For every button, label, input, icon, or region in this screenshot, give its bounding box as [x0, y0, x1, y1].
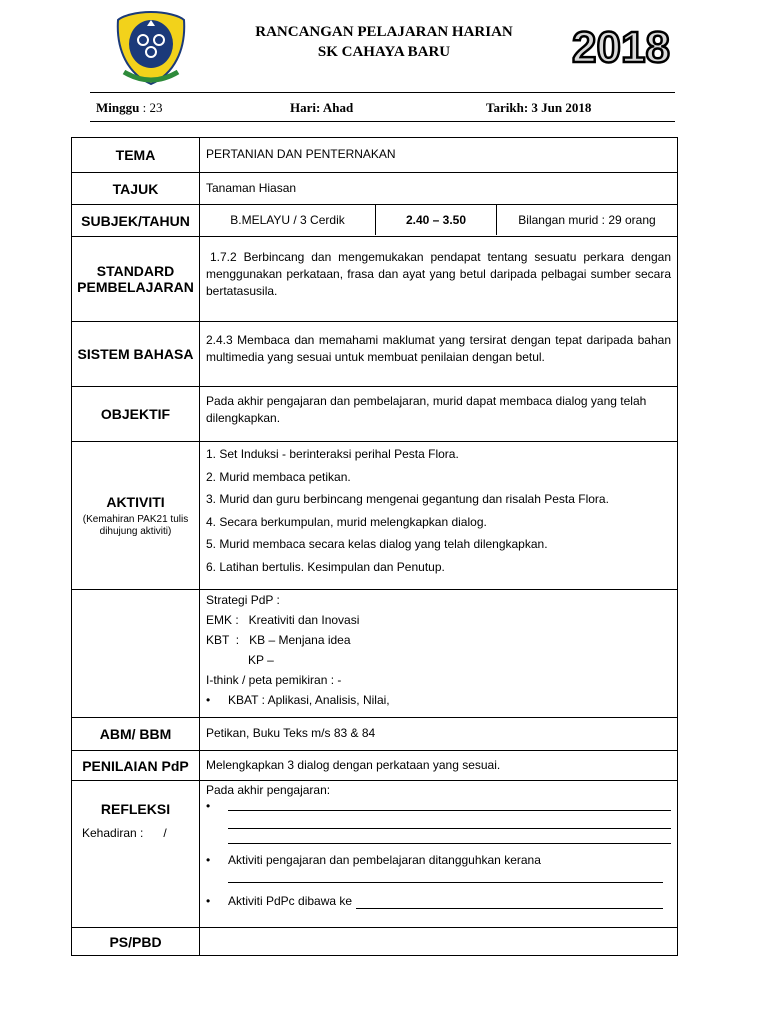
list-item: 2. Murid membaca petikan.: [206, 469, 351, 484]
list-item: 3. Murid dan guru berbincang mengenai gegantung dan risalah Pesta Flora.: [206, 492, 609, 507]
value-abm: Petikan, Buku Teks m/s 83 & 84: [200, 718, 678, 751]
value-standard: 1.7.2 Berbincang dan mengemukakan pendapat tentang sesuatu perkara dengan menggunakan perkataan, frasa dan ayat yang betul daripada pelbagai sumber secara bertatasusila.: [200, 237, 678, 322]
label-aktiviti-note: (Kemahiran PAK21 tulis dihujung aktiviti): [82, 513, 189, 537]
row-sistem-bahasa: [72, 322, 678, 387]
refleksi-ditangguh: Aktiviti pengajaran dan pembelajaran ditangguhkan kerana: [228, 853, 541, 867]
list-item: 6. Latihan bertulis. Kesimpulan dan Penutup.: [206, 559, 445, 574]
lesson-plan-table: [71, 137, 678, 956]
writing-line: [228, 814, 671, 829]
hari: Hari: Ahad: [290, 100, 354, 115]
row-pspbd: [72, 928, 678, 956]
strategi-emk: EMK : Kreativiti dan Inovasi: [206, 613, 360, 627]
refleksi-bullet-3: [206, 893, 671, 909]
strategi-heading: Strategi PdP :: [206, 593, 280, 607]
row-objektif: [72, 387, 678, 442]
label-aktiviti: [72, 442, 200, 590]
label-tajuk: TAJUK: [72, 173, 200, 205]
label-aktiviti-title: AKTIVITI: [106, 493, 165, 510]
minggu: [96, 100, 162, 116]
list-item: 4. Secara berkumpulan, murid melengkapkan dialog.: [206, 514, 487, 529]
value-penilaian: Melengkapkan 3 dialog dengan perkataan yang sesuai.: [200, 751, 678, 781]
value-aktiviti: [200, 442, 678, 590]
label-standard: [72, 237, 200, 322]
subjek-masa: 2.40 – 3.50: [376, 205, 497, 235]
label-subjek: SUBJEK/TAHUN: [72, 205, 200, 237]
subjek-kelas: B.MELAYU / 3 Cerdik: [200, 205, 376, 235]
title-line-1: RANCANGAN PELAJARAN HARIAN: [255, 24, 513, 40]
aktiviti-list: [206, 446, 671, 576]
value-strategi: [200, 590, 678, 718]
value-subjek: [200, 205, 678, 237]
label-refleksi: [72, 781, 200, 928]
value-refleksi: [200, 781, 678, 928]
value-tema: PERTANIAN DAN PENTERNAKAN: [200, 138, 678, 173]
strategi-ithink: I-think / peta pemikiran : -: [206, 673, 342, 687]
value-sistem-bahasa: 2.4.3 Membaca dan memahami maklumat yang tersirat dengan tepat daripada bahan multimedia yang sesuai untuk membuat penilaian dengan betul.: [200, 322, 678, 387]
strategi-kbat: KBAT : Aplikasi, Analisis, Nilai,: [228, 693, 390, 707]
minggu-value: : 23: [142, 100, 163, 115]
label-pspbd: PS/PBD: [72, 928, 200, 956]
tarikh: Tarikh: 3 Jun 2018: [486, 100, 592, 115]
writing-line: [228, 798, 671, 811]
value-pspbd: [200, 928, 678, 956]
year-emblem: [568, 22, 674, 68]
label-refleksi-title: REFLEKSI: [100, 801, 171, 817]
row-tajuk: [72, 173, 678, 205]
row-aktiviti: [72, 442, 678, 590]
refleksi-bullet-1: [206, 798, 671, 814]
label-tema: TEMA: [72, 138, 200, 173]
year-text: 2018: [572, 23, 670, 68]
subjek-bilangan-murid: Bilangan murid : 29 orang: [518, 213, 656, 227]
row-standard: [72, 237, 678, 322]
bullet-icon: •: [206, 853, 211, 867]
row-refleksi: [72, 781, 678, 928]
label-standard-line1: STANDARD: [96, 263, 175, 279]
header-divider-bottom: [90, 121, 675, 122]
value-objektif: Pada akhir pengajaran dan pembelajaran, murid dapat membaca dialog yang telah dilengkapkan.: [200, 387, 678, 442]
label-objektif: OBJEKTIF: [72, 387, 200, 442]
subjek-cells: [200, 205, 677, 235]
label-standard-line2: PEMBELAJARAN: [77, 279, 194, 295]
kehadiran: Kehadiran : /: [82, 826, 167, 840]
minggu-label: Minggu: [96, 100, 140, 115]
label-penilaian: PENILAIAN PdP: [72, 751, 200, 781]
writing-line: [228, 829, 671, 844]
row-abm: [72, 718, 678, 751]
strategi-kp: KP –: [248, 653, 274, 667]
writing-line: [356, 893, 663, 909]
writing-line: [228, 868, 663, 883]
bullet-icon: •: [206, 693, 211, 707]
title-line-2: SK CAHAYA BARU: [317, 44, 451, 60]
refleksi-heading: Pada akhir pengajaran:: [206, 783, 331, 797]
row-strategi: [72, 590, 678, 718]
list-item: 5. Murid membaca secara kelas dialog yang telah dilengkapkan.: [206, 537, 548, 552]
value-tajuk: Tanaman Hiasan: [200, 173, 678, 205]
info-row: [96, 100, 676, 118]
bullet-icon: •: [206, 894, 211, 908]
header-divider-top: [90, 92, 675, 93]
strategi-kbt: KBT : KB – Menjana idea: [206, 633, 351, 647]
label-strategi-empty: [72, 590, 200, 718]
row-penilaian: [72, 751, 678, 781]
refleksi-dibawa: Aktiviti PdPc dibawa ke: [228, 894, 353, 908]
strategi-kbat-row: [206, 690, 671, 710]
label-sistem-bahasa: SISTEM BAHASA: [72, 322, 200, 387]
list-item: 1. Set Induksi - berinteraksi perihal Pesta Flora.: [206, 447, 459, 461]
bullet-icon: •: [206, 799, 211, 813]
row-tema: [72, 138, 678, 173]
label-abm: ABM/ BBM: [72, 718, 200, 751]
refleksi-bullet-2: [206, 852, 671, 868]
row-subjek: [72, 205, 678, 237]
